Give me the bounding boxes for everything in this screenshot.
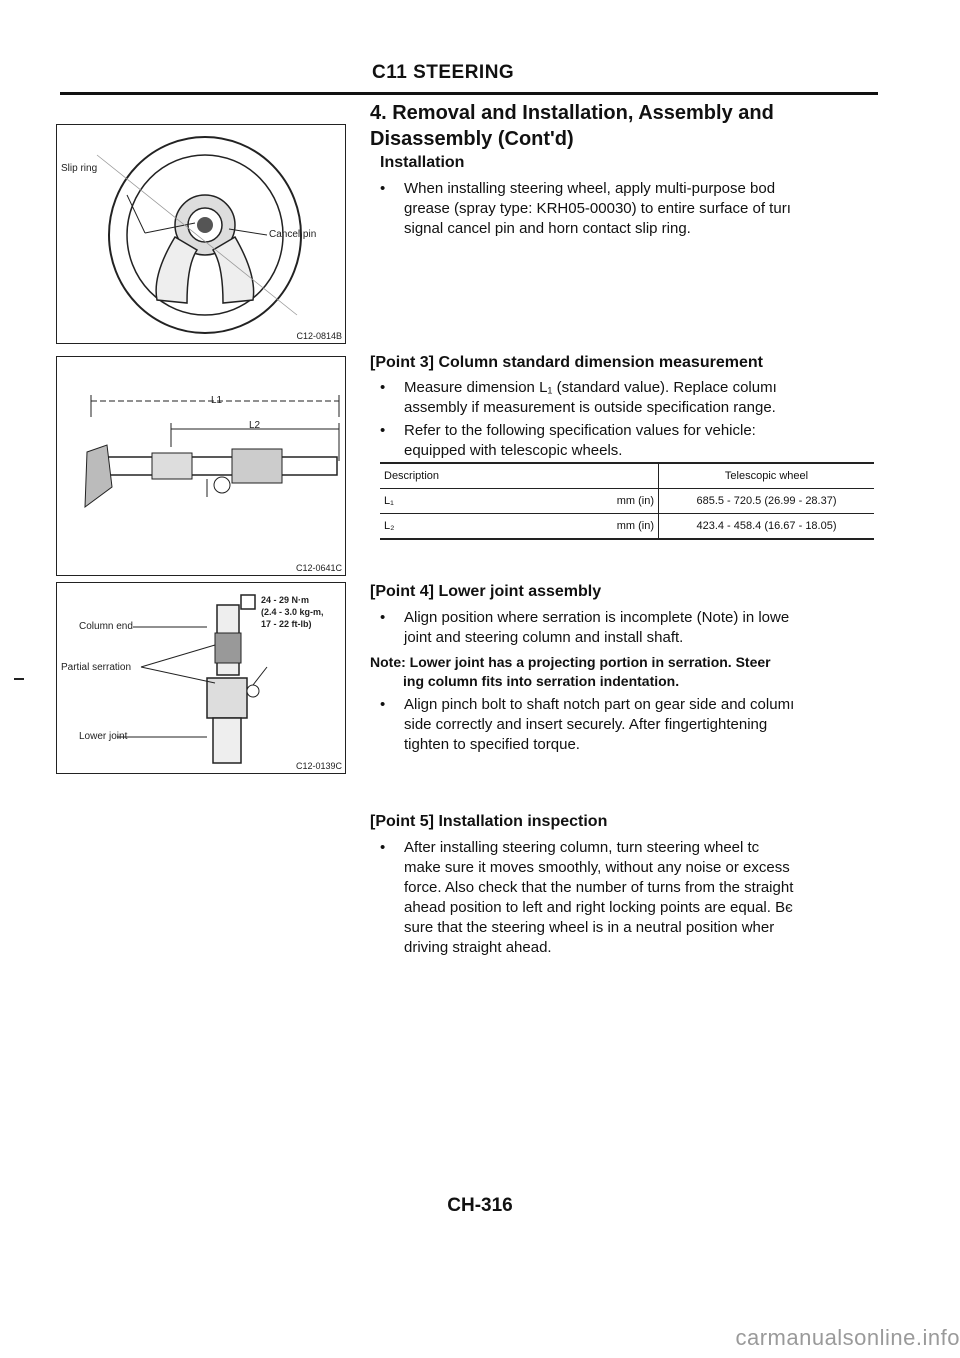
- text-line: Measure dimension L₁ (standard value). Replace columı: [404, 379, 777, 396]
- figure-code: C12-0814B: [296, 331, 342, 341]
- section-title: [370, 100, 870, 152]
- text-line: Align pinch bolt to shaft notch part on gear side and columı: [404, 696, 795, 713]
- point5-bullet: [380, 838, 880, 958]
- point3-bullet: [380, 421, 880, 461]
- figure-code: C12-0641C: [295, 563, 342, 573]
- point5-bullets: [380, 838, 880, 961]
- table-cell: L₂: [380, 514, 600, 540]
- bullet-dot: •: [380, 609, 386, 626]
- section-title-line-2: Disassembly (Cont'd): [370, 128, 574, 150]
- point4-note: [370, 653, 880, 691]
- header-title: C11 STEERING: [372, 62, 515, 83]
- bullet-dot: •: [380, 696, 386, 713]
- table-row: [380, 489, 874, 514]
- text-line: ahead position to left and right locking points are equal. Bє: [404, 899, 793, 916]
- bullet-dot: •: [380, 379, 386, 396]
- l2-label: L2: [249, 420, 261, 431]
- torque-line-2: (2.4 - 3.0 kg-m,: [261, 607, 324, 617]
- table-header-cell: [600, 463, 659, 489]
- section-title-line-1: 4. Removal and Installation, Assembly and: [370, 102, 774, 124]
- point3-heading: [Point 3] Column standard dimension measurement: [370, 354, 763, 371]
- text-line: force. Also check that the number of turns from the straight: [404, 879, 794, 896]
- table-cell: L₁: [380, 489, 600, 514]
- text-line: When installing steering wheel, apply multi-purpose bod: [404, 180, 776, 197]
- point3-bullets: [380, 378, 880, 464]
- lower-joint-label: Lower joint: [79, 731, 128, 742]
- figure-code: C12-0139C: [295, 761, 342, 771]
- text-line: After installing steering column, turn steering wheel tc: [404, 839, 760, 856]
- text-line: signal cancel pin and horn contact slip ring.: [404, 220, 691, 237]
- table-cell: 685.5 - 720.5 (26.99 - 28.37): [659, 489, 875, 514]
- spec-table: [380, 462, 874, 540]
- torque-line-3: 17 - 22 ft-lb): [261, 619, 312, 629]
- text-line: driving straight ahead.: [404, 939, 552, 956]
- point3-bullet: [380, 378, 880, 418]
- text-line: tighten to specified torque.: [404, 736, 580, 753]
- cancel-pin-label: Cancel pin: [269, 229, 317, 240]
- header-rule: [60, 92, 878, 95]
- text-line: make sure it moves smoothly, without any noise or excess: [404, 859, 790, 876]
- text-line: sure that the steering wheel is in a neutral position wher: [404, 919, 775, 936]
- text-line: side correctly and insert securely. After fingertightening: [404, 716, 768, 733]
- point4-bullets: [380, 608, 880, 651]
- point4-bullet: [380, 695, 880, 755]
- text-line: equipped with telescopic wheels.: [404, 442, 623, 459]
- steering-column-illustration: [57, 357, 345, 575]
- text-line: grease (spray type: KRH05-00030) to entire surface of turı: [404, 200, 791, 217]
- bullet-dot: •: [380, 839, 386, 856]
- page-number: CH-316: [447, 1195, 513, 1216]
- table-cell: mm (in): [600, 489, 659, 514]
- table-header-cell: Telescopic wheel: [659, 463, 875, 489]
- installation-bullets: [380, 179, 880, 242]
- point5-heading: [Point 5] Installation inspection: [370, 813, 608, 830]
- torque-line-1: 24 - 29 N·m: [261, 595, 310, 605]
- text-line: assembly if measurement is outside specification range.: [404, 399, 776, 416]
- column-end-label: Column end: [79, 621, 133, 632]
- bullet-dot: •: [380, 422, 386, 439]
- installation-bullet: [380, 179, 880, 239]
- text-line: Refer to the following specification values for vehicle:: [404, 422, 756, 439]
- table-row: [380, 514, 874, 540]
- note-line: Note: Lower joint has a projecting portion in serration. Steer: [370, 654, 771, 670]
- partial-serration-label: Partial serration: [61, 662, 132, 673]
- table-cell: mm (in): [600, 514, 659, 540]
- table-header-row: [380, 463, 874, 489]
- steering-column-figure: [56, 356, 346, 576]
- text-line: joint and steering column and install shaft.: [404, 629, 684, 646]
- table-cell: 423.4 - 458.4 (16.67 - 18.05): [659, 514, 875, 540]
- note-line: ing column fits into serration indentation.: [403, 673, 680, 689]
- table-header-cell: Description: [380, 463, 600, 489]
- steering-wheel-figure: [56, 124, 346, 344]
- point4-bullet: [380, 608, 880, 648]
- bullet-dot: •: [380, 180, 386, 197]
- text-line: Align position where serration is incomplete (Note) in lowe: [404, 609, 790, 626]
- margin-mark: [14, 678, 24, 680]
- point4-heading: [Point 4] Lower joint assembly: [370, 583, 602, 600]
- point4-bullets-2: [380, 695, 880, 758]
- installation-heading: Installation: [380, 154, 465, 171]
- watermark: carmanualsonline.info: [735, 1325, 960, 1350]
- l1-label: L1: [211, 395, 223, 406]
- lower-joint-figure: [56, 582, 346, 774]
- slip-ring-label: Slip ring: [61, 163, 98, 174]
